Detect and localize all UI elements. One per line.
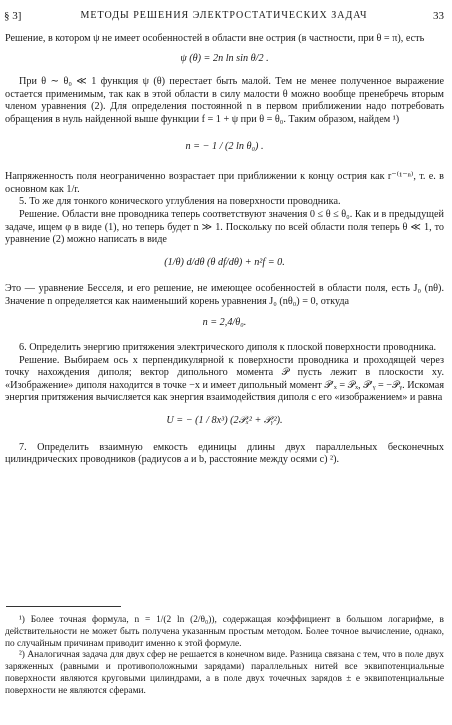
- formula: U = − (1 / 8x³) (2𝒫ₓ² + 𝒫ᵧ²).: [166, 415, 283, 427]
- main-text: [5, 33, 444, 467]
- paragraph: Это — уравнение Бесселя, и его решение, не имеющее особенностей в области поля, есть J₀ (nθ). Значение n определяется как наименьший корень уравнения J₀ (nθ₀) = 0, откуда: [5, 283, 444, 307]
- paragraph: Напряженность поля неограниченно возрастает при приближении к концу острия как r⁻⁽¹⁻ⁿ⁾, т. е. в основном как 1/r.: [5, 171, 444, 195]
- page-number: 33: [433, 10, 444, 22]
- footnote-2: ²) Аналогичная задача для двух сфер не решается в конечном виде. Разница связана с тем, что в поле двух заряженных (равными и противоположными зарядами) параллельных нитей все эквипотенциальные поверхности являются круговыми цилиндрами, а в поле двух точечных зарядов ± e эквипотенциальные поверхности не являются сферами.: [5, 650, 444, 696]
- paragraph: Решение, в котором ψ не имеет особенностей в области вне острия (в частности, при θ = π), есть: [5, 33, 425, 44]
- problem-5: 5. То же для тонкого конического углубления на поверхности проводника.: [19, 196, 341, 208]
- paragraph: При θ ∼ θ₀ ≪ 1 функция ψ (θ) перестает быть малой. Тем не менее полученное выражение остается применимым, так как в этой области в силу малости θ можно вообще пренебречь вторым членом уравнения (2). Для определения постоянной n в первом приближении надо потребовать обращения в нуль найденной выше функции f = 1 + ψ при θ = θ₀. Таким образом, найдем ¹): [5, 76, 444, 125]
- section-mark: § 3]: [4, 10, 22, 22]
- footnote-rule: [6, 606, 121, 607]
- formula: n = 2,4/θ₀.: [202, 316, 247, 328]
- problem-7: 7. Определить взаимную емкость единицы длины двух параллельных бесконечных цилиндрических проводников (радиусов a и b, расстояние между осями c) ²).: [5, 441, 444, 466]
- formula: n = − 1 / (2 ln θ₀) .: [185, 140, 264, 152]
- solution-6: Решение. Выбираем ось x перпендикулярной к поверхности проводника и проходящей через точку нахождения диполя; вектор дипольного момента 𝒫 пусть лежит в плоскости xy. «Изображение» диполя находится в точке −x и имеет дипольный момент 𝒫′ₓ = 𝒫ₓ, 𝒫′ᵧ = −𝒫ᵧ. Искомая энергия притяжения вычисляется как энергия взаимодействия диполя с его «изображением» и равна: [5, 354, 444, 404]
- footnotes: [5, 615, 444, 698]
- formula: (1/θ) d/dθ (θ df/dθ) + n²f = 0.: [164, 256, 285, 268]
- running-title: МЕТОДЫ РЕШЕНИЯ ЭЛЕКТРОСТАТИЧЕСКИХ ЗАДАЧ: [80, 10, 368, 21]
- problem-6: 6. Определить энергию притяжения электрического диполя к плоской поверхности проводника.: [19, 342, 437, 354]
- running-header: [4, 10, 444, 24]
- solution-5: Решение. Области вне проводника теперь соответствуют значения 0 ≤ θ ≤ θ₀. Как и в предыдущей задаче, ищем φ в виде (1), но теперь будет n ≫ 1. Поскольку по всей области поля теперь θ ≪ 1, то уравнение (2) можно написать в виде: [5, 208, 444, 246]
- formula: ψ (θ) = 2n ln sin θ/2 .: [180, 52, 269, 64]
- footnote-1: ¹) Более точная формула, n = 1/(2 ln (2/θ₀)), содержащая коэффициент в большом логарифме, в действительности не может быть получена указанным простым методом. Более точное вычисление, однако, по случайным причинам приводит именно к этой формуле.: [5, 615, 444, 649]
